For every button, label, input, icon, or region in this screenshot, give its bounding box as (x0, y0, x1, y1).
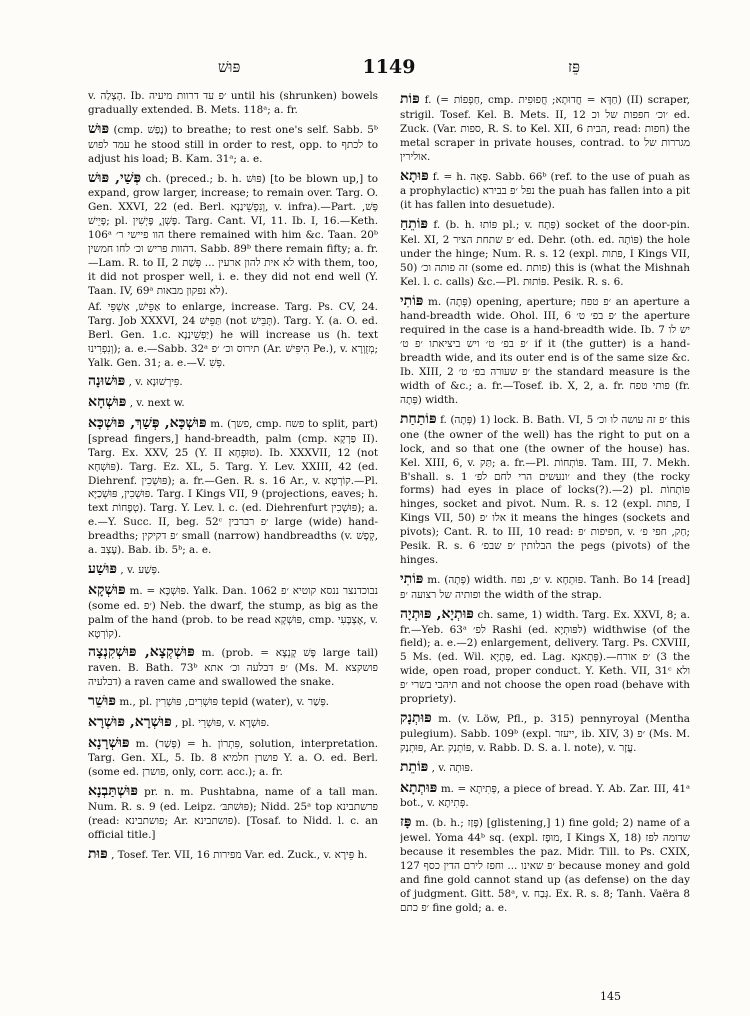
entry-definition: v. הָצְלַה. Ib. ׳פ עד דרוות מיעיה until his (shrunken) bowels gradually extended. B. Mets. 118ᵃ; a. fr. (88, 90, 378, 116)
dictionary-entry (88, 734, 378, 781)
two-column-body (88, 90, 690, 980)
entry-headword: פָּז (400, 814, 412, 831)
entry-definition: m. (פשך, cmp. פשח to split, part) [spread fingers,] hand-breadth, palm (cmp. פַּרְקָא II). Targ. Ex. XXV, 25 (Y. II טוּפְחָא). Ib. XXXVII, 12 (not פּוּשְׁחָא). Targ. Ez. XL, 5. Targ. Y. Lev. XXIII, 42 (ed. Diehrenf. פּוּשְׁכִין); a. fr.—Gen. R. s. 16 Ar., v. קוֹרְטָא.—Pl. פּוּשְׁכִין, פּוּשְׁכַיָּא. Targ. I Kings VII, 9 (projections, eaves; h. text טְפָחוֹת). Targ. Y. Lev. l. c. (ed. Diehrenfurt פּוּשְׁכִין); a. e.—Y. Succ. II, beg. 52ᶜ ׳פ רברבין large (wide) hand-breadths; ׳פ דקיקין small (narrow) handbreadths (v. קְפָשׁ, a. עָצְבּ). Bab. ib. 5ᵇ; a. e. (88, 417, 378, 557)
entry-definition: m. (פְּשַׁר) = h. פִּתְרוֹן, solution, interpretation. Targ. Gen. XL, 5. Ib. 8 פושרן חלמיא Y. a. O. ed. Berl. (some ed. פושרן, only, corr. acc.); a. fr. (88, 737, 378, 779)
page-number: 1149 (362, 56, 416, 78)
entry-headword: פּוֹת (400, 91, 420, 107)
entry-definition: ch. same, 1) width. Targ. Ex. XXVI, 8; a. fr.—Yeb. 63ᵃ לפ׳ Rashi (ed. לפּוּתְיָא) widthwise (of the field); a. e.—2) enlargement, delivery. Targ. Ps. CXVIII, 5 Ms. (ed. Wil. פְּתָיָא, ed. Lag. פְּתָאנָא).—3) ׳פ אורח the wide, open road, proper conduct. Y. Keth. VII, 31ᶜ ולא תיהבי בשרי ׳פ and not choose the open road (behave with propriety). (400, 608, 690, 706)
dictionary-entry (400, 779, 690, 812)
dictionary-entry (88, 414, 378, 558)
entry-headword: פּוּתְנָק (400, 710, 432, 727)
entry-definition: m. (v. Löw, Pfl., p. 315) pennyroyal (Mentha pulegium). Sabb. 109ᵇ (expl. ייעזר, ib. XIV, 3) ׳פ (Ms. M. פּוּתְנַק, Ar. פּוֹתְנַק, v. Rabb. D. S. a. l. note), v. עֲזָר. (400, 713, 690, 754)
dictionary-entry (88, 301, 378, 371)
entry-headword: פּוֹתֵת (400, 758, 429, 775)
entry-definition: m. (פְּתָה) width. ׳פ, נפח v. פּוּתְחָא. Tanh. Bo 14 [read] ופותיה של רצועה ׳פ the width of the strap. (400, 574, 690, 601)
entry-definition: , v. פִּירְשׁוּנָא. (128, 376, 183, 389)
entry-headword: פּוֹתַחַת (400, 410, 437, 427)
entry-headword: פּוּשְׁקָא (88, 581, 126, 598)
left-column (88, 90, 378, 980)
dictionary-entry (400, 167, 690, 214)
entry-definition: m. = פְּתִיתָא, a piece of bread. Y. Ab. Zar. III, 41ᵃ bot., v. פְּתִיתָא. (400, 782, 690, 810)
entry-headword: פּוּתְיָא, פּוּתְיָה (400, 605, 474, 622)
dictionary-entry (400, 90, 690, 165)
right-column (400, 90, 690, 980)
dictionary-entry (88, 393, 378, 412)
entry-definition: m. (prob. = פָּשׁ קָנְצָא large tail) raven. B. Bath. 73ᵇ ׳פ דבלעה וכ׳ אתא (Ms. M. פושקצא דבלעיה) a raven came and swallowed the snake. (88, 647, 378, 689)
dictionary-entry (88, 713, 378, 732)
entry-definition: (cmp. נָפַשׁ) to breathe; to rest one's self. Sabb. 5ᵇ עמד לפוש he stood still in order to rest, opp. to לכתף to adjust his load; B. Kam. 31ᵃ; a. e. (88, 123, 378, 165)
header-right-catchword: פֵּז (567, 58, 580, 76)
entry-definition: f. = h. פָּאָה. Sabb. 66ᵇ (ref. to the use of puah as a prophylactic) נפל ׳פ בבירא the puah has fallen into a pit (it has fallen into desuetude). (400, 170, 690, 212)
entry-headword: פּוּשׁוּנָה (88, 373, 126, 390)
entry-headword: פּוּשְׁחָא (88, 394, 127, 411)
entry-definition: , v. next w. (129, 397, 185, 410)
dictionary-entry (88, 782, 378, 843)
entry-headword: פּוּתְתָא (400, 779, 438, 796)
entry-definition: ch. (preced.; b. h. פּוּשׁ) [to be blown up,] to expand, grow larger, increase; to remain over. Targ. O. Gen. XXVI, 22 (ed. Berl. וְנִפְשֵׁינַנָא, v. infra).—Part. פְּשׁ, פָּיֵישׁ; pl. פָּשְׁןְ, פָּיְשִׁין. Targ. Cant. VI, 11. Ib. I, 16.—Keth. 106ᵃ הוו פיישי ר׳ there remained with him &c. Taan. 20ᵇ דהוות פריש וכ׳ לחו חמשין. Sabb. 89ᵇ there remain fifty; a. fr.—Lam. R. to II, 2 לא אית להון ארעין ... פְּשַׁת with them, too, it did not prosper well, i. e. they did not end well (Y. Taan. IV, 69ᵃ לא נפקון מבאות). (88, 172, 378, 297)
dictionary-entry (88, 581, 378, 642)
dictionary-entry (88, 372, 378, 391)
entry-definition: Af. אַפֵּישׁ, אַשְׁפֵּי to enlarge, increase. Targ. Ps. CV, 24. Targ. Job XXXVI, 24 תַּפֵּישׁ (not תָּבֵּישׁ). Targ. Y. (a. O. ed. Berl. Gen. 1.c. יַפְשֵׁינַנָא) he will increase us (h. text וְנִפְרִינוּ); a. e.—Sabb. 32ᵃ תירוס וכ׳ ׳פ (Ar. הִיפִּישׁ Pe.), v. מְזֻוְרָא; Yalk. Gen. 31; a. e.—V. פְּשִׁ. (88, 300, 378, 369)
dictionary-entry (88, 692, 378, 711)
entry-headword: פּוּשֵׁר (88, 693, 116, 710)
entry-headword: פּוּשְׁקְצָא, פּוּשְׁקִנְצָה (88, 644, 195, 661)
entry-headword: פּוּת (88, 845, 108, 862)
entry-definition: , v. פּוּתְה. (431, 761, 474, 774)
entry-definition: f. (פְּתָה) 1) lock. B. Bath. VI, 5 ׳פ זה עושה לו וכ׳ this one (the owner of the well) has the right to put on a lock, and so that one (the owner of the house) has. Kel. XIII, 6, v. תַּק; a. fr.—Pl. פּוֹתְחוֹת. Tam. III, 7. Mekh. B'shall. s. 1 ׳ונעשים הרי לחם לפ׳ and they (the rocky forms) had eyes in place of locks(?).—2) pl. פּוֹתְחוֹת hinges, socket and pivot. Num. R. s. 12 (expl. פתות, I Kings VII, 50) אלו ׳פ it means the hinges (sockets and pivots); Cant. R. to III, 10 read: חפיפות ׳פ, v. חַק, חפי פ׳; Pesik. R. s. 6 הבלותין ׳פ שבפ׳ the pegs (pivots) of the hinges. (400, 413, 690, 567)
entry-headword: פְּשַׁי, פּוּשׁ (88, 169, 142, 186)
dictionary-entry (88, 643, 378, 690)
entry-headword: פּוּשׁ (88, 120, 110, 137)
entry-headword: פּוֹתִי (400, 571, 424, 588)
entry-definition: m. = פּוּשְׁכָּא. Yalk. Dan. 1062 נבוכדנצר ננסא קוטיא ׳פ (some ed. ׳פ) Neb. the dwarf, the stump, as big as the palm of the hand (prob. to be read פּוּשְׁקָא, cmp. אֶצְבָּעִי, v. קוֹרְטָא). (88, 584, 378, 640)
entry-headword: פּוּשְׁכָּא, פְּשַׁךְ, פּוּשְׁכָּא (88, 414, 207, 431)
signature-mark: 145 (600, 990, 621, 1003)
page-header (88, 56, 690, 80)
entry-headword: פּוֹתִי (400, 292, 424, 309)
entry-definition: pr. n. m. Pushtabna, name of a tall man. Num. R. s. 9 (ed. Leipz. פּוּשׁתּבּ׳); Nidd. 25ᵃ top פרשתבינא (read: פושתבינא; Ar. פושתבינא). [Tosaf. to Nidd. l. c. an official title.] (88, 786, 378, 841)
dictionary-entry (88, 169, 378, 299)
dictionary-entry (400, 605, 690, 707)
entry-definition: f. (b. h. פּוֹתוּ pl.; v. פְּתָח) socket of the door-pin. Kel. XI, 2 ׳פ שתחת הציר ed. Dehr. (oth. ed. פּוֹתָה) the hole under the hinge; Num. R. s. 12 (expl. פתות, I Kings VII, 50) זה פותה וכ׳ (some ed. פותת) this is (what the Mishnah Kel. l. c. calls) &c.—Pl. פּוֹתוּת. Pesik. R. s. 6. (400, 219, 690, 288)
dictionary-entry (400, 570, 690, 603)
entry-headword: פּוּשְׁתַּבְנָא (88, 783, 138, 800)
dictionary-entry (400, 292, 690, 408)
dictionary-entry (88, 845, 378, 864)
entry-headword: פּוּתָא (400, 167, 429, 184)
entry-definition: m. (b. h.; פָּזַז) [glistening,] 1) fine gold; 2) name of a jewel. Yoma 44ᵇ sq. (expl. מוּפָז, I Kings X, 18) שדומה לפז because it resembles the paz. Midr. Till. to Ps. CXIX, 127 ׳פ שאינו ... וחפז לירם הדין כסף because money and gold and fine gold cannot stand up (as defense) on the day of judgment. Gitt. 58ᵃ, v. גְּבַח. Ex. R. s. 8; Tanh. Vaëra 8 ׳פ כתם fine gold; a. e. (400, 817, 690, 914)
dictionary-entry (88, 560, 378, 579)
entry-definition: , pl. פּוּשְׁרֵי, v. פּוּשְׁרָא. (175, 716, 270, 729)
entry-definition: , v. פְּשַׁע. (120, 564, 161, 577)
entry-headword: פּוּשְׁרָא, פּוּשְׁרָא (88, 713, 172, 730)
entry-headword: פּוּשְׁרָנָא (88, 734, 130, 751)
dictionary-entry (88, 90, 378, 118)
header-left-catchword: פּוּשׁ (218, 58, 241, 76)
dictionary-entry (400, 215, 690, 290)
entry-headword: פּוֹתֵחַ (400, 216, 429, 233)
entry-definition: m. (פְּתָה) opening, aperture; ׳פ טפח an aperture a hand-breadth wide. Ohol. III, 6 ׳פ בפ׳ ט׳ the aperture required in the case is a hand-breadth wide. Ib. 7 יש לו ׳פ בפ׳ ט׳ ויש ביציאתו ׳פ ט׳ if it (the gutter) is a hand-breadth wide, and its outer end is of the same size &c. Ib. XIII, 2 ׳פ שעורה בפ׳ ט׳ the standard measure is the width of &c.; a. fr.—Tosef. ib. X, 2, a. fr. פותי טפח (fr. פְּתָה) width. (400, 295, 690, 406)
entry-definition: f. (= חַפְפוֹת, cmp. חַדָּא = חֲדוּתָא; חֲפוּפִית) (II) scraper, strigil. Tosef. Kel. B. Mets. II, 12 ׳וכ׳ חפפות של וכ ed. Zuck. (Var. ספות, R. S. to Kel. XII, 6 הבית, read: חפות) the metal scraper in private houses, contrad. to מגררות של אולירין. (400, 94, 690, 163)
entry-definition: m., pl. פּוּשְׁרִים, פּוּשְׁרִין tepid (water), v. פְּשַׁר. (119, 696, 330, 709)
entry-headword: פּוּשַׁע (88, 561, 118, 578)
dictionary-entry (88, 120, 378, 167)
dictionary-entry (400, 410, 690, 568)
entry-definition: , Tosef. Ter. VII, 16 מפירות Var. ed. Zuck., v. פֵּירָא h. (111, 848, 368, 861)
dictionary-entry (400, 758, 690, 777)
dictionary-entry (400, 813, 690, 915)
dictionary-entry (400, 709, 690, 756)
